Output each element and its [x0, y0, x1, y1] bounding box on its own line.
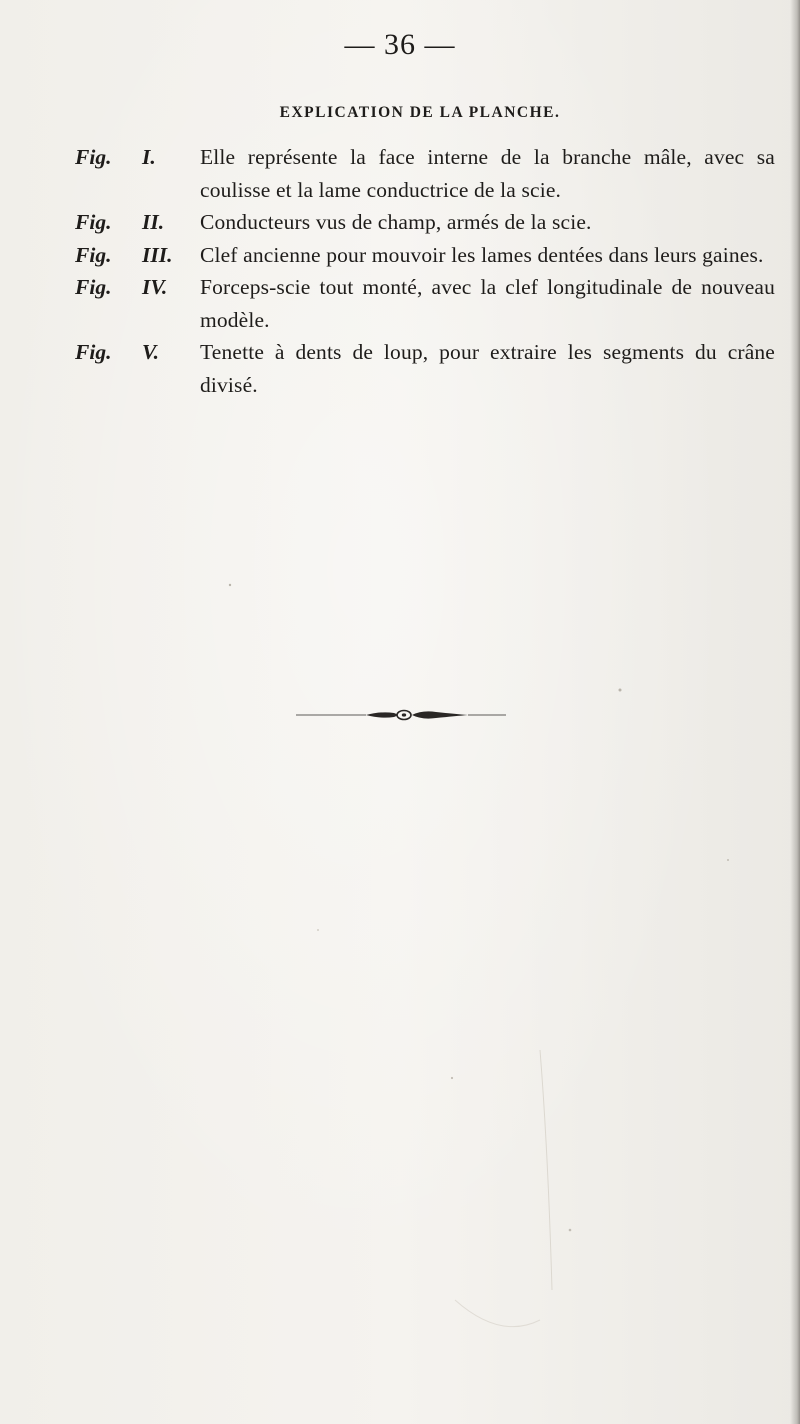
figure-description: Elle représente la face interne de la branche mâle, avec sa coulisse et la lame conductrice de la scie.: [200, 145, 775, 202]
figure-label: Fig.: [75, 275, 112, 299]
figure-numeral: V.: [142, 340, 159, 364]
figure-numeral: III.: [142, 242, 173, 267]
page-edge-shadow: [790, 0, 800, 1424]
figure-label: Fig.: [75, 145, 112, 169]
figure-numeral: IV.: [142, 275, 168, 299]
figure-label: Fig.: [75, 340, 112, 364]
figure-description: Tenette à dents de loup, pour extraire les segments du crâne divisé.: [200, 340, 775, 397]
figure-description: Conducteurs vus de champ, armés de la scie.: [200, 210, 592, 234]
figure-label: Fig.: [75, 242, 112, 267]
section-title: EXPLICATION DE LA PLANCHE.: [279, 104, 561, 121]
figure-numeral: II.: [142, 210, 165, 234]
figure-numeral: I.: [142, 145, 156, 169]
figure-list: [75, 141, 775, 401]
figure-entry: [75, 239, 775, 272]
figure-entry: [75, 141, 775, 206]
figure-entry: [75, 206, 775, 239]
page-number: — 36 —: [344, 28, 456, 61]
figure-entry: [75, 336, 775, 401]
figure-description: Forceps-scie tout monté, avec la clef longitudinale de nouveau modèle.: [200, 275, 775, 332]
figure-entry: [75, 271, 775, 336]
figure-label: Fig.: [75, 210, 112, 234]
tailpiece-ornament-icon: [296, 708, 506, 722]
figure-description: Clef ancienne pour mouvoir les lames dentées dans leurs gaines.: [200, 242, 764, 267]
